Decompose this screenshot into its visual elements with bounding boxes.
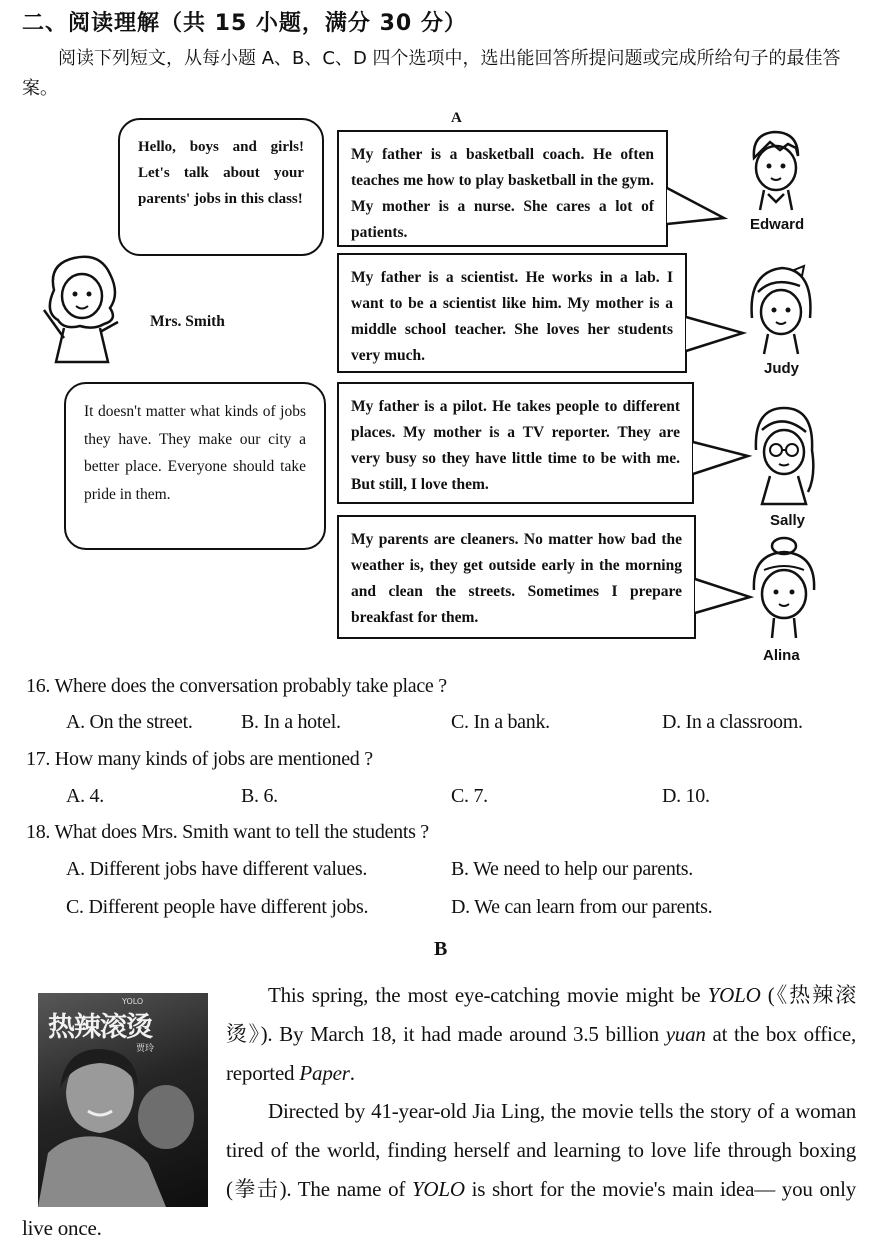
question-18-option-d: D. We can learn from our parents.	[451, 896, 713, 918]
poster-small-text: YOLO	[122, 997, 144, 1006]
passage-b-label: B	[434, 938, 448, 960]
question-16-option-d: D. In a classroom.	[662, 711, 803, 733]
question-18-option-a: A. Different jobs have different values.	[66, 858, 368, 880]
passage-a-label: A	[451, 110, 462, 126]
edward-bubble: My father is a basketball coach. He often teaches me how to play basketball in the gym. My mother is a nurse. She cares a lot of patients.	[337, 130, 668, 247]
question-17-stem: 17. How many kinds of jobs are mentioned ?	[26, 748, 373, 770]
edward-name: Edward	[750, 216, 805, 233]
question-16-option-c: C. In a bank.	[451, 711, 550, 733]
instructions: 阅读下列短文，从每小题 A、B、C、D 四个选项中，选出能回答所提问题或完成所给句子的最佳答案。	[22, 48, 841, 99]
question-17-option-a: A. 4.	[66, 785, 104, 807]
alina-face-icon	[746, 534, 822, 642]
movie-title-italic: YOLO	[707, 983, 761, 1007]
question-16-stem: 16. Where does the conversation probably take place ?	[26, 675, 447, 697]
teacher-bubble-2: It doesn't matter what kinds of jobs they have. They make our city a better place. Everyone should take pride in them.	[64, 382, 326, 550]
passage-b-paragraph-1: This spring, the most eye-catching movie might be YOLO (《热辣滚烫》). By March 18, it had made around 3.5 billion yuan at the box office, reported Paper.	[226, 983, 856, 1085]
sally-name: Sally	[770, 512, 806, 529]
edward-bubble-tail	[664, 184, 728, 228]
question-17-option-b: B. 6.	[241, 785, 278, 807]
teacher-bubble-1: Hello, boys and girls! Let's talk about your parents' jobs in this class!	[118, 118, 324, 256]
alina-name: Alina	[763, 647, 800, 664]
alina-bubble: My parents are cleaners. No matter how bad the weather is, they get outside early in the morning and clean the streets. Sometimes I prepare breakfast for them.	[337, 515, 696, 639]
question-16-option-b: B. In a hotel.	[241, 711, 341, 733]
section-title: 二、阅读理解（共 15 小题，满分 30 分）	[22, 11, 467, 36]
question-17-option-c: C. 7.	[451, 785, 488, 807]
question-16-option-a: A. On the street.	[66, 711, 193, 733]
question-17-option-d: D. 10.	[662, 785, 710, 807]
judy-face-icon	[744, 262, 818, 356]
sally-bubble-tail	[690, 438, 754, 482]
question-18-stem: 18. What does Mrs. Smith want to tell the students ?	[26, 821, 429, 843]
judy-bubble: My father is a scientist. He works in a lab. I want to be a scientist like him. My mother is a middle school teacher. She loves her students very much.	[337, 253, 687, 373]
poster-credit: 贾玲	[136, 1044, 155, 1054]
teacher-name: Mrs. Smith	[150, 313, 225, 330]
teacher-figure-icon	[34, 250, 134, 370]
judy-name: Judy	[764, 360, 800, 377]
question-18-option-c: C. Different people have different jobs.	[66, 896, 369, 918]
poster-title: 热辣滚烫	[48, 1012, 152, 1043]
sally-bubble: My father is a pilot. He takes people to different places. My mother is a TV reporter. They are very busy so they have little time to be with me. But still, I love them.	[337, 382, 694, 504]
judy-bubble-tail	[683, 313, 747, 357]
passage-b-paragraph-2: Directed by 41-year-old Jia Ling, the movie tells the story of a woman tired of the world, finding herself and learning to love life through boxing (拳击). The name of YOLO is short for the movie's main idea— you only live once.	[22, 1099, 857, 1240]
question-18-option-b: B. We need to help our parents.	[451, 858, 693, 880]
sally-face-icon	[748, 400, 822, 506]
edward-face-icon	[744, 128, 808, 212]
